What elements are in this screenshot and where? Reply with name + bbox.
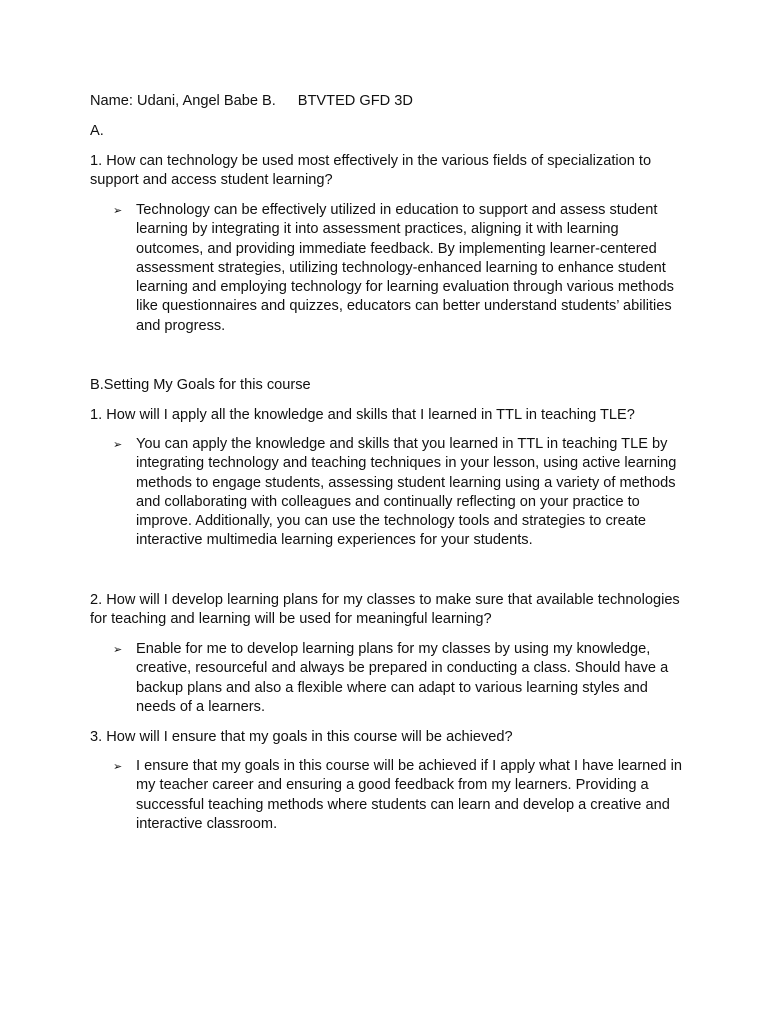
arrow-bullet-icon: ➢	[113, 760, 123, 773]
answer-text: Technology can be effectively utilized in education to support and assess student learning by integrating it into assessment practices, aligning it with learning outcomes, and providing immediate feedback. By implementing learner-centered assessment strategies, utilizing technology-enhanced learning to enhance student learning and employing technology for learning evaluation through various methods like questionnaires and quizzes, educators can better understand students’ abilities and progress.	[136, 202, 674, 334]
answer-text: You can apply the knowledge and skills that you learned in TTL in teaching TLE by integrating technology and teaching techniques in your lesson, using active learning methods to engage students, assessing student learning using a variety of methods and collaborating with colleagues and continually reflecting on your practice to improve. Additionally, you can use the technology tools and strategies to create interactive multimedia learning experiences for your students.	[136, 436, 677, 549]
name-line	[90, 92, 680, 111]
part-b-answer-2	[113, 640, 683, 717]
answer-text: I ensure that my goals in this course will be achieved if I apply what I have learned in my teacher career and ensuring a good feedback from my learners. Providing a successful teaching methods where students can learn and develop a creative and interactive classroom.	[136, 758, 682, 832]
part-a-answer-1	[113, 201, 683, 336]
part-b-heading: B.Setting My Goals for this course	[90, 377, 311, 393]
student-name: Name: Udani, Angel Babe B.	[90, 93, 276, 109]
arrow-bullet-icon: ➢	[113, 643, 123, 656]
part-b-question-3: 3. How will I ensure that my goals in this course will be achieved?	[90, 729, 513, 745]
answer-text: Enable for me to develop learning plans for my classes by using my knowledge, creative, resourceful and always be prepared in conducting a class. Should have a backup plans and also a flexible where can adapt to various learning styles and needs of a learners.	[136, 641, 669, 715]
part-a-label: A.	[90, 123, 104, 139]
part-b-question-1: 1. How will I apply all the knowledge and skills that I learned in TTL in teaching TLE?	[90, 407, 635, 423]
part-b-answer-3	[113, 757, 683, 834]
arrow-bullet-icon: ➢	[113, 204, 123, 217]
section-code: BTVTED GFD 3D	[297, 93, 413, 109]
arrow-bullet-icon: ➢	[113, 438, 123, 451]
part-b-question-2: 2. How will I develop learning plans for my classes to make sure that available technologies for teaching and learning will be used for meaningful learning?	[90, 592, 680, 628]
part-a-question-1: 1. How can technology be used most effectively in the various fields of specialization to support and access student learning?	[90, 153, 652, 189]
part-b-answer-1	[113, 435, 683, 551]
